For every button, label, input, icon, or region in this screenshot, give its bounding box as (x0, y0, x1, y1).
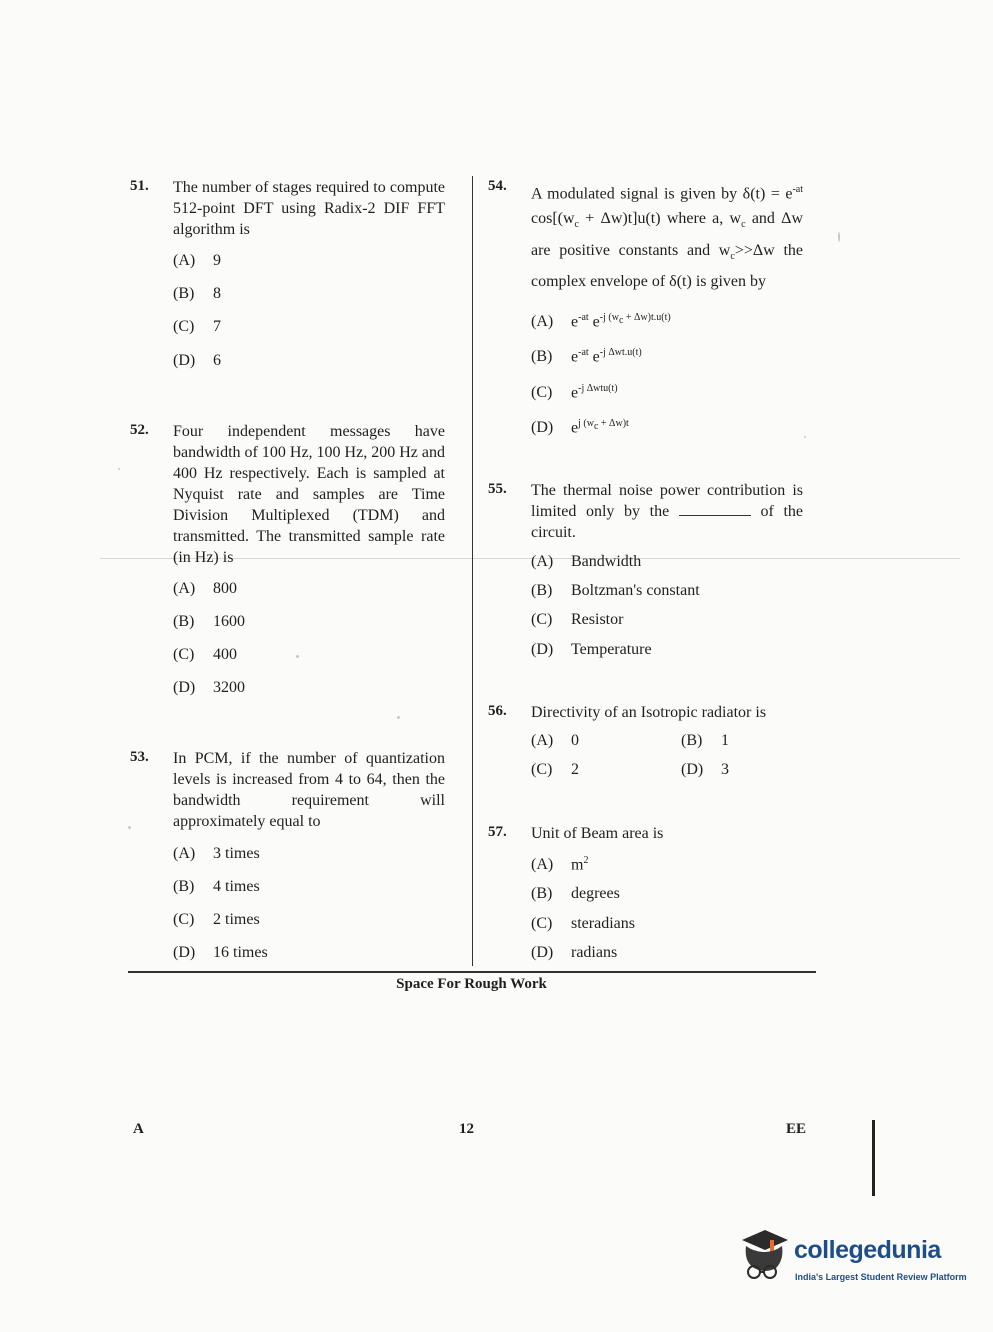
math-base: e (571, 419, 579, 437)
superscript: -at (578, 347, 589, 358)
option-value: 800 (213, 580, 237, 597)
option-label: (C) (173, 646, 195, 663)
question-text (531, 480, 803, 543)
option-value: 0 (571, 732, 579, 749)
logo-tagline: India's Largest Student Review Platform (795, 1272, 967, 1282)
option-value: 3 (721, 761, 729, 778)
option-label: (D) (681, 761, 704, 778)
scan-speck (838, 232, 840, 242)
option-label: (A) (531, 732, 554, 749)
option-label: (D) (531, 944, 554, 961)
subscript: c (593, 421, 599, 432)
option-value: 400 (213, 646, 237, 663)
collegedunia-logo[interactable] (740, 1228, 970, 1288)
superscript: -at (578, 312, 589, 323)
binding-mark (872, 1120, 875, 1196)
question-text: In PCM, if the number of quantization levels is increased from 4 to 64, then the bandwidth requirement will approximately equal to (173, 750, 445, 830)
option-label: (A) (531, 313, 554, 331)
option-value: m (571, 856, 584, 874)
option-a[interactable] (531, 312, 671, 331)
option-c[interactable] (173, 318, 221, 336)
option-label: (C) (531, 915, 553, 932)
option-d[interactable] (681, 761, 729, 779)
option-value: 8 (213, 285, 221, 302)
question-text: Unit of Beam area is (531, 825, 664, 842)
question-number: 55. (488, 481, 507, 497)
superscript (578, 418, 629, 432)
math-base: e (588, 348, 600, 366)
option-label: (D) (531, 419, 554, 437)
question-text-part: + Δw)t]u(t) where a, w (579, 210, 742, 228)
question-number: 56. (488, 703, 507, 719)
question-text (531, 177, 803, 294)
subscript: c (618, 315, 624, 326)
option-value: Boltzman's constant (571, 582, 700, 599)
subscript: c (741, 219, 746, 231)
option-c[interactable] (531, 761, 579, 779)
superscript-part: -j (w (599, 312, 619, 323)
option-value: Resistor (571, 611, 624, 628)
option-d[interactable] (173, 352, 221, 370)
question-text-part: of the circuit. (531, 503, 804, 541)
question-number: 53. (130, 749, 149, 765)
math-base: e (588, 313, 600, 331)
option-value: Temperature (571, 641, 652, 658)
scan-speck (128, 826, 131, 829)
question-text: Four independent messages have bandwidth of 100 Hz, 100 Hz, 200 Hz and 400 Hz respectively. Each is sampled at Nyquist rate and samples are Time Division Multiplexed (TDM) and transmitted. The transmitted sample rate (in Hz) is (173, 423, 445, 566)
superscript-part: + Δw)t (598, 418, 629, 429)
option-label: (B) (531, 885, 553, 902)
math-base: e (571, 348, 579, 366)
option-label: (B) (681, 732, 703, 749)
question-number: 51. (130, 178, 149, 194)
option-value: 3 times (213, 845, 260, 862)
fill-in-blank (679, 503, 751, 516)
subscript: c (730, 250, 735, 262)
option-a[interactable] (173, 845, 260, 863)
option-b[interactable] (173, 878, 260, 896)
option-label: (A) (531, 553, 554, 570)
option-value: 16 times (213, 944, 268, 961)
question-text-part: e (785, 185, 793, 203)
option-d[interactable] (173, 679, 245, 697)
option-c[interactable] (173, 646, 237, 664)
option-value: 3200 (213, 679, 245, 696)
option-b[interactable] (173, 613, 245, 631)
option-b[interactable] (531, 582, 700, 600)
option-value: 7 (213, 318, 221, 335)
option-a[interactable] (531, 553, 641, 571)
math-base: e (571, 384, 579, 402)
option-label: (C) (173, 318, 195, 335)
superscript: -at (792, 184, 804, 195)
option-label: (D) (531, 641, 554, 658)
subject-code: EE (786, 1121, 807, 1137)
math-base: e (571, 313, 579, 331)
option-label: (C) (531, 611, 553, 628)
option-d[interactable] (531, 418, 629, 437)
option-b[interactable] (531, 347, 642, 366)
scan-speck (804, 436, 806, 438)
option-label: (B) (531, 582, 553, 599)
option-label: (B) (173, 613, 195, 630)
option-c[interactable] (531, 383, 618, 402)
option-value: 9 (213, 252, 221, 269)
option-label: (A) (173, 845, 196, 862)
scan-speck (296, 655, 299, 658)
superscript: -j Δwtu(t) (578, 383, 618, 394)
option-label: (A) (173, 252, 196, 269)
option-value: 6 (213, 352, 221, 369)
column-divider (472, 176, 473, 966)
option-a[interactable] (173, 580, 237, 598)
option-value: degrees (571, 885, 620, 902)
option-value: 1600 (213, 613, 245, 630)
option-c[interactable] (531, 611, 623, 629)
question-number: 57. (488, 824, 507, 840)
option-label: (B) (531, 348, 553, 366)
superscript (599, 312, 671, 326)
booklet-set: A (133, 1121, 144, 1137)
option-b[interactable] (531, 885, 620, 903)
superscript: -j Δwt.u(t) (599, 347, 642, 358)
superscript-part: j (w (578, 418, 594, 429)
option-value: Bandwidth (571, 553, 642, 570)
question-text: The number of stages required to compute 512-point DFT using Radix-2 DIF FFT algorithm is (173, 179, 445, 238)
logo-wordmark: collegedunia (794, 1236, 941, 1264)
option-label: (D) (173, 944, 196, 961)
option-a[interactable] (531, 732, 579, 750)
page-number: 12 (459, 1121, 474, 1137)
option-label: (C) (531, 761, 553, 778)
option-c[interactable] (531, 915, 635, 933)
option-b[interactable] (681, 732, 729, 750)
option-a[interactable] (531, 855, 588, 874)
option-c[interactable] (173, 911, 260, 929)
option-value: 1 (721, 732, 729, 749)
question-text-part: The thermal noise power contribution is limited only by the (531, 482, 803, 520)
option-value: 4 times (213, 878, 260, 895)
question-number: 54. (488, 178, 507, 194)
scan-speck (118, 468, 120, 470)
option-label: (A) (531, 856, 554, 874)
question-text: Directivity of an Isotropic radiator is (531, 704, 767, 721)
option-value: 2 (571, 761, 579, 778)
rough-work-heading: Space For Rough Work (396, 976, 547, 992)
option-b[interactable] (173, 285, 221, 303)
question-text-part: >>Δw the complex envelope of δ(t) is given by (531, 241, 804, 290)
question-text-part: A modulated signal is given by δ(t) = (531, 185, 780, 203)
option-label: (D) (173, 352, 196, 369)
question-number: 52. (130, 422, 149, 438)
option-d[interactable] (531, 944, 617, 962)
option-label: (B) (173, 285, 195, 302)
superscript: 2 (583, 855, 589, 866)
rough-work-divider (128, 971, 816, 973)
superscript-part: + Δw)t.u(t) (623, 312, 671, 323)
option-label: (C) (531, 384, 553, 402)
option-label: (B) (173, 878, 195, 895)
option-label: (C) (173, 911, 195, 928)
option-label: (A) (173, 580, 196, 597)
option-value: radians (571, 944, 618, 961)
option-label: (D) (173, 679, 196, 696)
question-text-part: and Δw are positive constants and w (531, 210, 804, 259)
subscript: c (574, 219, 579, 231)
option-value: 2 times (213, 911, 260, 928)
option-d[interactable] (173, 944, 268, 962)
scan-speck (397, 716, 400, 719)
option-value: steradians (571, 915, 635, 932)
option-d[interactable] (531, 641, 652, 659)
option-a[interactable] (173, 252, 221, 270)
graduate-icon (740, 1228, 790, 1280)
question-text-part: cos[(w (531, 210, 575, 228)
